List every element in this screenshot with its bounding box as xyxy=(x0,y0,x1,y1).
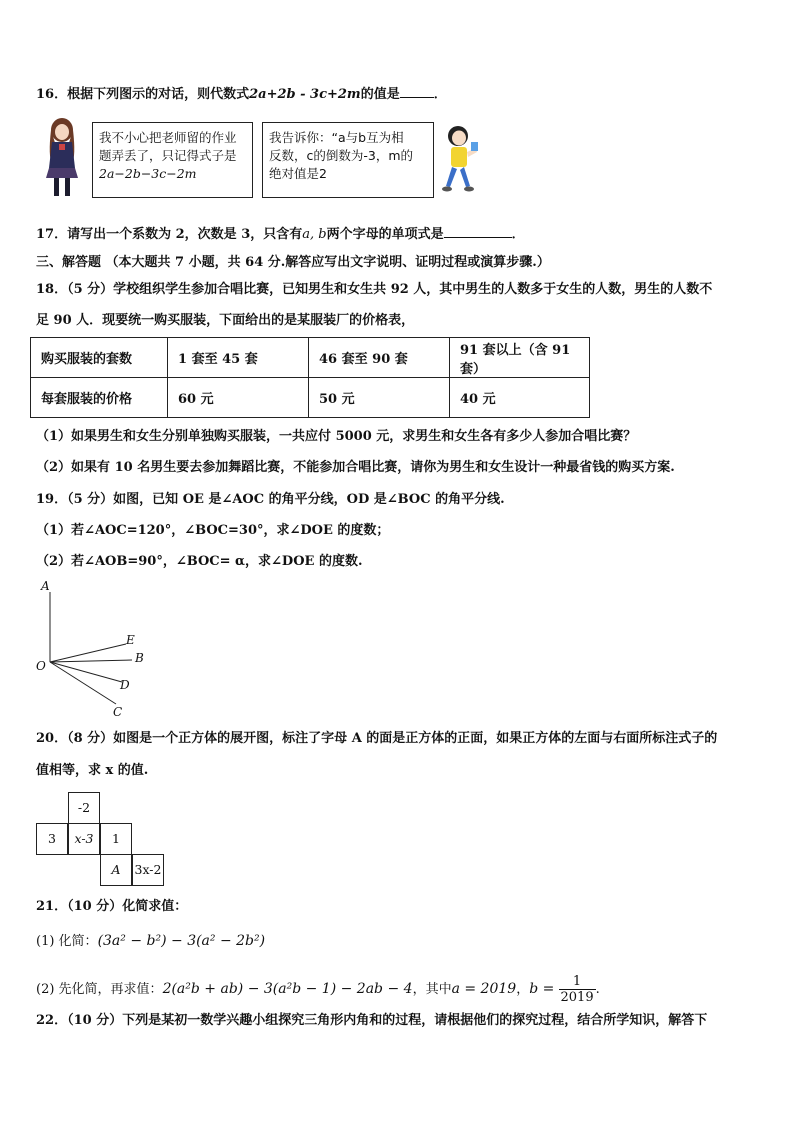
section-3-heading: 三、解答题 （本大题共 7 小题，共 64 分.解答应写出文字说明、证明过程或演算步骤.） xyxy=(36,255,550,270)
net-cell-top: -2 xyxy=(68,792,100,824)
q19-sub1: （1）若∠AOC=120°，∠BOC=30°，求∠DOE 的度数； xyxy=(36,523,390,538)
q21-b-fraction xyxy=(559,974,596,1005)
table-cell: 46 套至 90 套 xyxy=(309,338,450,378)
table-row xyxy=(31,378,590,418)
boy-illustration xyxy=(440,124,480,196)
table-cell: 50 元 xyxy=(309,378,450,418)
q21-sub2-expression: 2(a²b + ab) − 3(a²b − 1) − 2ab − 4 xyxy=(162,981,413,997)
price-table xyxy=(30,337,590,418)
q16-suffix: 的值是 xyxy=(360,87,400,102)
q17-answer-blank[interactable] xyxy=(444,224,512,238)
q21-sub1-expression: (3a² − b²) − 3(a² − 2b²) xyxy=(97,933,266,949)
table-cell: 购买服装的套数 xyxy=(31,338,168,378)
q21-title: 21．（10 分）化简求值： xyxy=(36,899,188,914)
q21-a-value: a = 2019 xyxy=(451,981,517,997)
q22-line1: 22．（10 分）下列是某初一数学兴趣小组探究三角形内角和的过程，请根据他们的探究过程，结合所学知识，解答下 xyxy=(36,1013,708,1028)
q21-b-lhs: b = xyxy=(529,981,555,997)
net-cell-bottom-right: 3x-2 xyxy=(132,854,164,886)
bubble-left-line2: 题弄丢了，只记得式子是 xyxy=(99,148,237,163)
bubble-right-line2: 反数，c的倒数为-3，m的 xyxy=(269,148,414,163)
speech-bubble-left xyxy=(92,122,253,198)
label-O: O xyxy=(36,659,46,673)
q17-text xyxy=(36,224,525,244)
label-D: D xyxy=(120,678,130,692)
q17-end: ． xyxy=(511,227,525,242)
q18-line1: 18．（5 分）学校组织学生参加合唱比赛，已知男生和女生共 92 人，其中男生的人数多于女生的人数，男生的人数不 xyxy=(36,282,713,297)
label-A: A xyxy=(41,579,50,593)
q21-sub1 xyxy=(36,932,265,951)
label-C: C xyxy=(113,705,123,719)
table-cell: 1 套至 45 套 xyxy=(168,338,309,378)
net-cell-right: 1 xyxy=(100,823,132,855)
q18-sub1: （1）如果男生和女生分别单独购买服装，一共应付 5000 元，求男生和女生各有多少人参加合唱比赛？ xyxy=(36,429,637,444)
net-cell-left: 3 xyxy=(36,823,68,855)
q16-prefix: 16．根据下列图示的对话，则代数式 xyxy=(36,87,250,102)
q16-answer-blank[interactable] xyxy=(400,84,434,98)
q21-sub1-label: (1) 化简： xyxy=(36,934,98,949)
girl-illustration xyxy=(38,116,88,200)
bubble-right-line1: 我告诉你：“a与b互为相 xyxy=(269,130,404,145)
q16-end: ． xyxy=(433,87,447,102)
q17-prefix: 17．请写出一个系数为 2，次数是 3，只含有 xyxy=(36,227,303,242)
q19-line1: 19．（5 分）如图，已知 OE 是∠AOC 的角平分线，OD 是∠BOC 的角平分线. xyxy=(36,492,505,507)
q16-expression: 2a+2b - 3c+2m xyxy=(249,87,361,102)
net-cell-bottom: A xyxy=(100,854,132,886)
angle-diagram xyxy=(34,578,164,723)
table-row xyxy=(31,338,590,378)
q21-sub2-where: ，其中 xyxy=(412,982,452,997)
q18-line2: 足 90 人．现要统一购买服装，下面给出的是某服装厂的价格表， xyxy=(36,313,415,328)
fraction-numerator: 1 xyxy=(559,974,596,990)
net-cell-middle: x-3 xyxy=(68,823,100,855)
label-B: B xyxy=(135,651,144,665)
q21-sub2-end: . xyxy=(595,982,600,997)
q17-suffix: 两个字母的单项式是 xyxy=(326,227,444,242)
q21-sub2-label: (2) 先化简，再求值： xyxy=(36,982,163,997)
q16-text xyxy=(36,84,447,104)
bubble-right-line3: 绝对值是2 xyxy=(269,166,327,181)
table-cell: 40 元 xyxy=(450,378,590,418)
speech-bubble-right xyxy=(262,122,434,198)
fraction-denominator: 2019 xyxy=(560,990,594,1005)
q19-sub2: （2）若∠AOB=90°，∠BOC= α，求∠DOE 的度数. xyxy=(36,554,363,569)
table-cell: 60 元 xyxy=(168,378,309,418)
bubble-left-expression: 2a−2b−3c−2m xyxy=(99,166,197,181)
q18-sub2: （2）如果有 10 名男生要去参加舞蹈比赛，不能参加合唱比赛，请你为男生和女生设计一种最省钱的购买方案. xyxy=(36,460,675,475)
q21-sub2: (2) 先化简，再求值：2(a²b + ab) − 3(a²b − 1) − 2ab − 4，其中a = 2019，b = $\frac{1}{2019}$ . xyxy=(36,974,600,1005)
bubble-left-line1: 我不小心把老师留的作业 xyxy=(99,130,237,145)
q20-line1: 20．（8 分）如图是一个正方体的展开图，标注了字母 A 的面是正方体的正面，如果正方体的左面与右面所标注式子的 xyxy=(36,731,718,746)
q20-line2: 值相等，求 x 的值. xyxy=(36,763,149,778)
label-E: E xyxy=(126,633,135,647)
table-cell: 每套服装的价格 xyxy=(31,378,168,418)
q17-variables: a, b xyxy=(302,227,327,242)
table-cell: 91 套以上（含 91 套） xyxy=(450,338,590,378)
